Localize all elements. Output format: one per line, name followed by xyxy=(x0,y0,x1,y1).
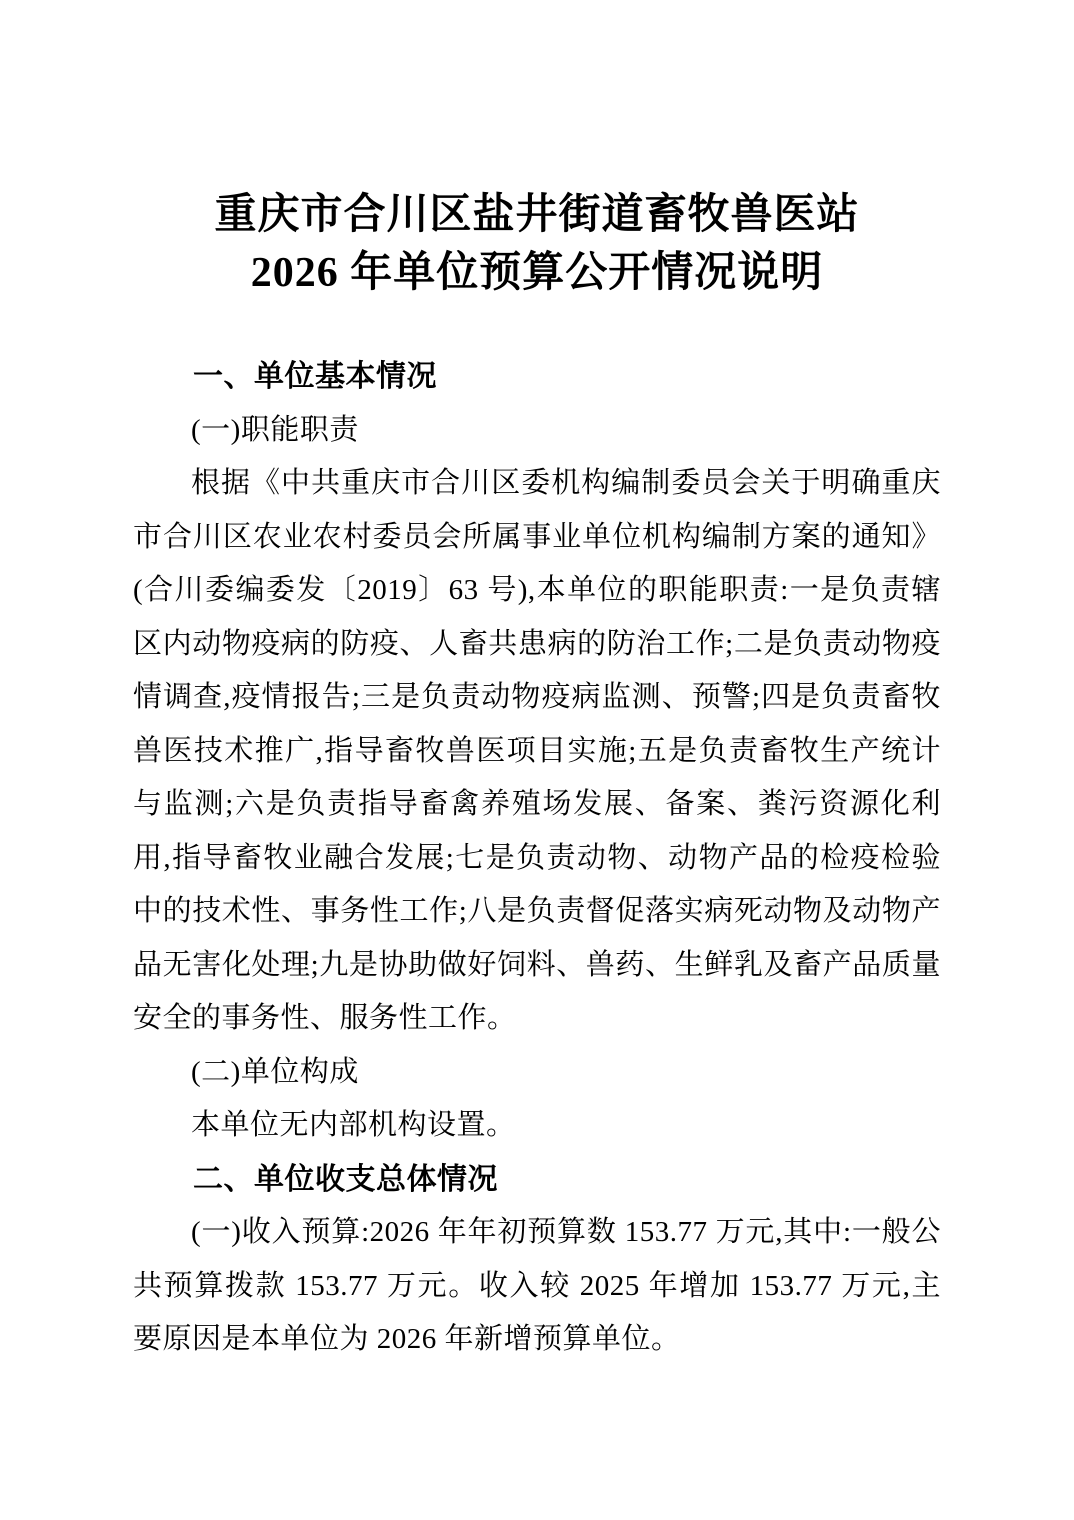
paragraph-duties: 根据《中共重庆市合川区委机构编制委员会关于明确重庆市合川区农业农村委员会所属事业单位机构编制方案的通知》(合川委编委发〔2019〕63 号),本单位的职能职责:一是负责辖区内动物疫病的防疫、人畜共患病的防治工作;二是负责动物疫情调查,疫情报告;三是负责动物疫病监测、预警;四是负责畜牧兽医技术推广,指导畜牧兽医项目实施;五是负责畜牧生产统计与监测;六是负责指导畜禽养殖场发展、备案、粪污资源化利用,指导畜牧业融合发展;七是负责动物、动物产品的检疫检验中的技术性、事务性工作;八是负责督促落实病死动物及动物产品无害化处理;九是协助做好饲料、兽药、生鲜乳及畜产品质量安全的事务性、服务性工作。 xyxy=(133,467,941,1034)
section-2-heading: 二、单位收支总体情况 xyxy=(193,1162,498,1196)
title-line-1: 重庆市合川区盐井街道畜牧兽医站 xyxy=(214,192,860,238)
title-line-2: 2026 年单位预算公开情况说明 xyxy=(250,250,824,296)
document-content xyxy=(133,186,941,1367)
section-1-subheading-duties: (一)职能职责 xyxy=(191,413,359,446)
paragraph-income-budget: (一)收入预算:2026 年年初预算数 153.77 万元,其中:一般公共预算拨款 153.77 万元。收入较 2025 年增加 153.77 万元,主要原因是本单位为 2026 年新增预算单位。 xyxy=(133,1216,941,1355)
section-1-heading: 一、单位基本情况 xyxy=(193,360,437,393)
document-title xyxy=(133,186,941,302)
section-1-subheading-structure: (二)单位构成 xyxy=(191,1055,359,1088)
paragraph-unit-structure: 本单位无内部机构设置。 xyxy=(191,1109,516,1141)
